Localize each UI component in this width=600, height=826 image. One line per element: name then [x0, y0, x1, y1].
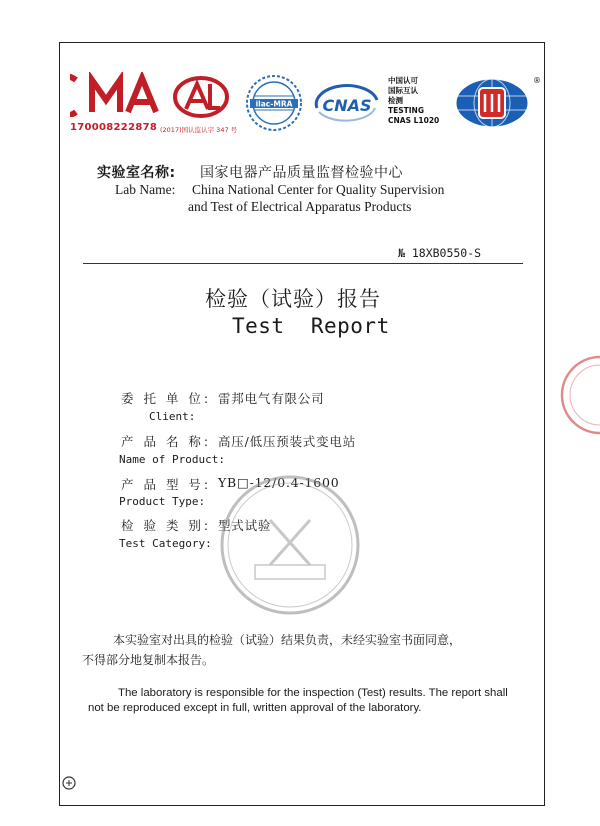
- report-number: № 18XB0550-S: [398, 246, 482, 260]
- client-label-en: Client:: [149, 410, 196, 423]
- lab-name-en-line1: China National Center for Quality Supervision: [192, 182, 445, 197]
- test-category-label-en: Test Category:: [119, 537, 212, 550]
- ilac-text: ilac-MRA: [255, 99, 293, 109]
- cnas-info-line: 中国认可: [388, 76, 418, 85]
- al-logo: [172, 75, 230, 119]
- report-title-cn: 检验（试验）报告: [205, 287, 381, 311]
- client-label-cn: 委 托 单 位:: [121, 391, 212, 406]
- cnas-info-line: 检测: [388, 96, 403, 105]
- cnas-info-line: CNAS L1020: [388, 116, 440, 125]
- notice-en-line2: not be reproduced except in full, written approval of the laboratory.: [88, 702, 422, 714]
- al-number: (2017)国认监认字 347 号: [160, 126, 238, 134]
- product-name-label-en: Name of Product:: [119, 453, 225, 466]
- ilac-mra-logo: [242, 74, 306, 132]
- registered-mark: ®: [533, 76, 541, 85]
- lab-name-cn: 国家电器产品质量监督检验中心: [200, 165, 403, 181]
- test-category-label-cn: 检 验 类 别:: [121, 518, 212, 533]
- cma-logo: [70, 72, 165, 117]
- edge-seal: [560, 350, 600, 440]
- report-title-en: Test Report: [232, 314, 390, 338]
- product-name-label-cn: 产 品 名 称:: [121, 434, 212, 449]
- cnas-info-line: TESTING: [388, 106, 424, 115]
- client-value: 雷邦电气有限公司: [218, 391, 325, 406]
- product-type-value: YB□-12/0.4-1600: [218, 475, 340, 490]
- product-name-value: 高压/低压预装式变电站: [218, 434, 357, 449]
- test-category-value: 型式试验: [218, 518, 272, 533]
- logo-bar: [70, 72, 540, 142]
- notice-cn-line1: 本实验室对出具的检验（试验）结果负责，未经实验室书面同意，: [113, 633, 462, 647]
- cma-number: 170008222878: [70, 122, 158, 133]
- official-stamp: [215, 470, 365, 620]
- notice-cn-line2: 不得部分地复制本报告。: [82, 653, 215, 667]
- cmc-globe-logo: [453, 76, 531, 130]
- cnas-text: CNAS: [322, 96, 372, 115]
- cnas-info: [388, 76, 439, 126]
- cnas-info-line: 国际互认: [388, 86, 418, 95]
- product-type-label-en: Product Type:: [119, 495, 206, 508]
- lab-name-cn-label: 实验室名称:: [97, 165, 176, 181]
- binding-mark-icon: [62, 776, 76, 790]
- product-type-label-cn: 产 品 型 号:: [121, 477, 212, 492]
- notice-en-line1: The laboratory is responsible for the inspection (Test) results. The report shall: [118, 687, 508, 699]
- lab-name-en-line2: and Test of Electrical Apparatus Products: [188, 199, 412, 214]
- lab-name-en-label: Lab Name:: [115, 182, 176, 197]
- cnas-logo: [313, 82, 381, 126]
- divider: [83, 263, 523, 264]
